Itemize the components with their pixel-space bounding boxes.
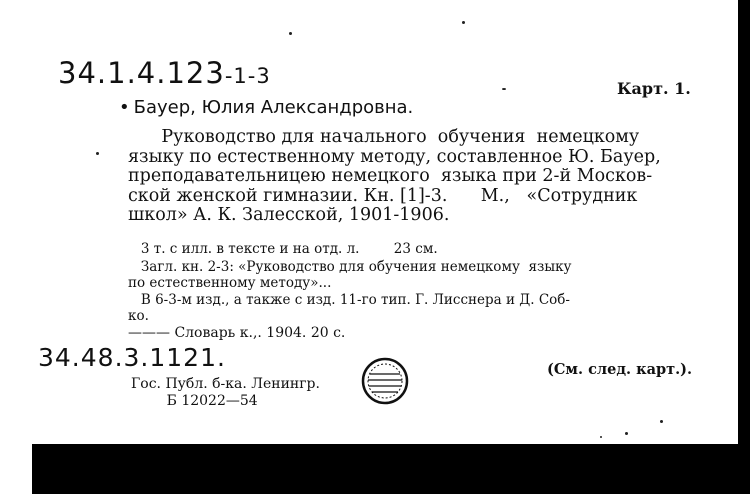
note-line: В 6-3-м изд., а также с изд. 11-го тип. Г. Лисснера и Д. Соб-: [128, 292, 570, 308]
shelfmark-primary-main: 34.1.4.123: [58, 56, 225, 90]
titles-note: [128, 259, 693, 291]
editions-note: [128, 292, 693, 324]
library-stamp-icon: [360, 356, 410, 406]
author-name: Бауер, Юлия Александровна.: [133, 97, 414, 118]
title-line: языку по естественному методу, составленное Ю. Бауер,: [128, 146, 661, 167]
ink-speck: [660, 420, 663, 423]
scan-border: [0, 444, 32, 494]
supplement-entry: ——— Словарь к.,. 1904. 20 с.: [128, 325, 346, 341]
shelfmark-primary-suffix: -1-3: [224, 64, 271, 88]
physical-description-note: 3 т. с илл. в тексте и на отд. л. 23 см.: [128, 241, 438, 257]
card-number-label: Карт. 1.: [617, 79, 691, 98]
title-line: школ» А. К. Залесской, 1901-1906.: [128, 205, 450, 226]
ink-speck: [96, 152, 99, 155]
ink-speck: [625, 432, 628, 435]
shelfmark-secondary: 34.48.3.1121.: [38, 343, 226, 372]
ink-speck: [502, 88, 506, 90]
continuation-note: (См. след. карт.).: [547, 361, 693, 378]
note-line: Загл. кн. 2-3: «Руководство для обучения немецкому языку: [128, 259, 572, 275]
bullet-mark: •: [119, 97, 130, 118]
shelfmark-primary: [58, 56, 271, 90]
title-line: ской женской гимназии. Кн. [1]-3. М., «Сотрудник: [128, 185, 638, 206]
author-heading: [119, 97, 413, 118]
holder-line: Б 12022—54: [131, 393, 258, 409]
scan-border: [738, 0, 750, 444]
title-line: преподавательницею немецкого языка при 2-й Москов-: [128, 166, 653, 187]
title-description: [128, 128, 688, 226]
title-line: Руководство для начального обучения немецкому: [128, 127, 640, 147]
note-line: по естественному методу»...: [128, 275, 332, 291]
holding-library: [131, 376, 320, 410]
holder-line: Гос. Публ. б-ка. Ленингр.: [131, 376, 320, 392]
ink-speck: [600, 436, 602, 438]
ink-speck: [462, 21, 465, 24]
note-line: ко.: [128, 308, 149, 324]
ink-speck: [289, 32, 292, 35]
